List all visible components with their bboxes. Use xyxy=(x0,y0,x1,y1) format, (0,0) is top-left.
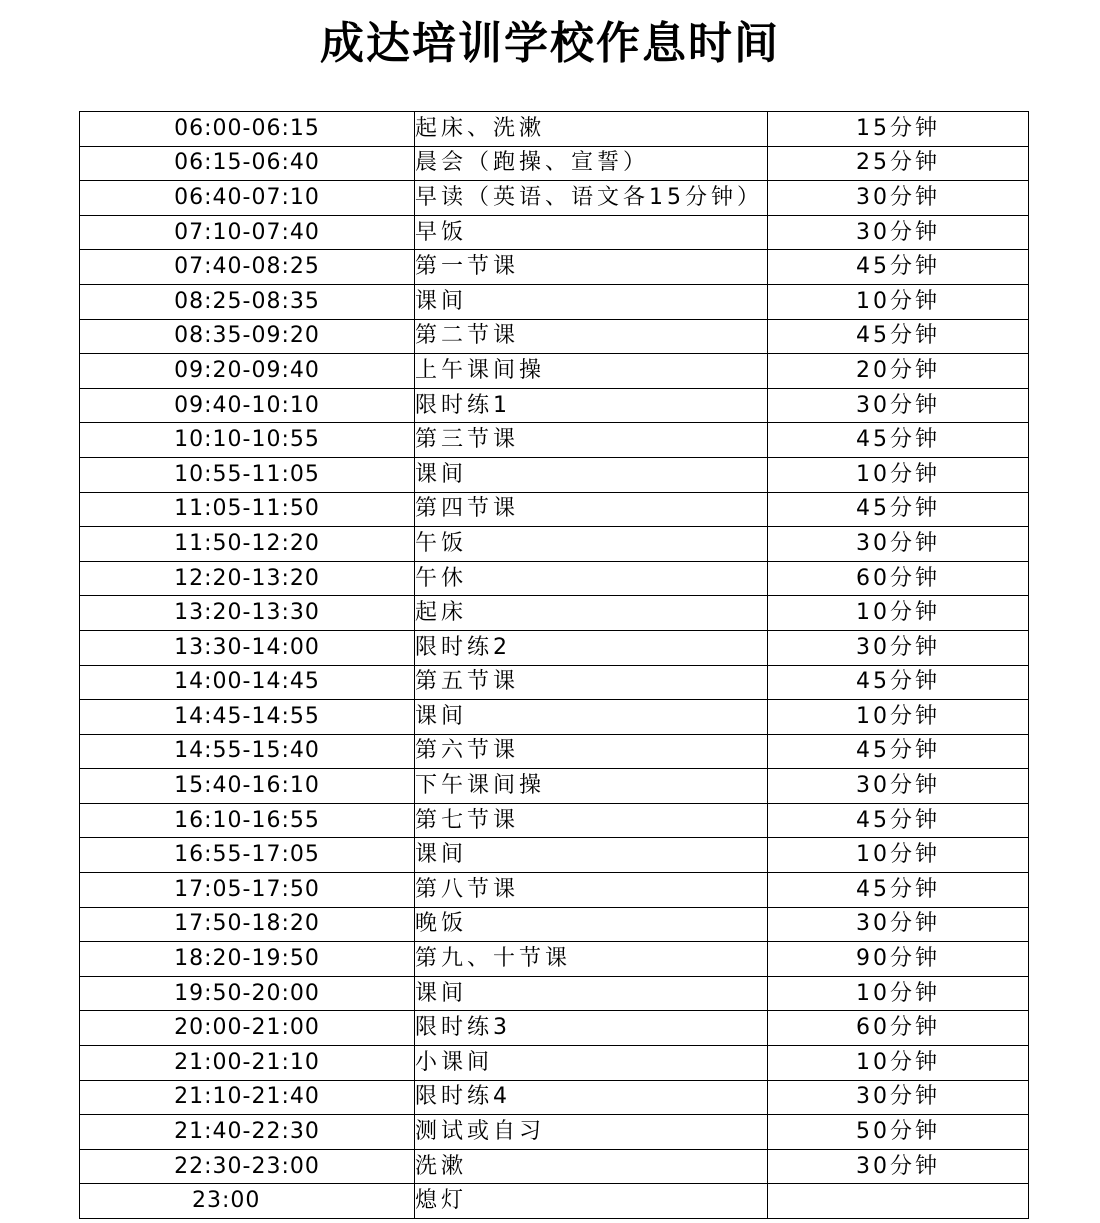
table-row xyxy=(80,181,1029,216)
time-cell: 19:50-20:00 xyxy=(80,976,415,1011)
table-row xyxy=(80,942,1029,977)
duration-cell: 30分钟 xyxy=(768,215,1029,250)
table-row xyxy=(80,1115,1029,1150)
activity-cell: 早读（英语、语文各15分钟） xyxy=(415,181,768,216)
time-cell: 14:00-14:45 xyxy=(80,665,415,700)
time-cell: 06:40-07:10 xyxy=(80,181,415,216)
activity-cell: 下午课间操 xyxy=(415,769,768,804)
table-row xyxy=(80,284,1029,319)
table-row xyxy=(80,803,1029,838)
activity-cell: 晨会（跑操、宣誓） xyxy=(415,146,768,181)
duration-cell: 60分钟 xyxy=(768,561,1029,596)
duration-cell: 10分钟 xyxy=(768,976,1029,1011)
duration-cell: 15分钟 xyxy=(768,112,1029,147)
table-row xyxy=(80,769,1029,804)
time-cell: 14:55-15:40 xyxy=(80,734,415,769)
activity-cell: 早饭 xyxy=(415,215,768,250)
table-row xyxy=(80,423,1029,458)
activity-cell: 第一节课 xyxy=(415,250,768,285)
duration-cell: 45分钟 xyxy=(768,734,1029,769)
duration-cell: 10分钟 xyxy=(768,1046,1029,1081)
duration-cell: 30分钟 xyxy=(768,769,1029,804)
time-cell: 16:55-17:05 xyxy=(80,838,415,873)
table-row xyxy=(80,700,1029,735)
duration-cell: 10分钟 xyxy=(768,457,1029,492)
activity-cell: 起床 xyxy=(415,596,768,631)
table-row xyxy=(80,388,1029,423)
duration-cell: 20分钟 xyxy=(768,354,1029,389)
time-cell: 07:40-08:25 xyxy=(80,250,415,285)
table-row xyxy=(80,873,1029,908)
time-cell: 21:10-21:40 xyxy=(80,1080,415,1115)
time-cell: 06:15-06:40 xyxy=(80,146,415,181)
duration-cell: 30分钟 xyxy=(768,1080,1029,1115)
table-row xyxy=(80,561,1029,596)
time-cell: 13:20-13:30 xyxy=(80,596,415,631)
activity-cell: 第九、十节课 xyxy=(415,942,768,977)
duration-cell xyxy=(768,1184,1029,1219)
table-row xyxy=(80,596,1029,631)
duration-cell: 45分钟 xyxy=(768,492,1029,527)
table-row xyxy=(80,457,1029,492)
activity-cell: 限时练2 xyxy=(415,630,768,665)
time-cell: 13:30-14:00 xyxy=(80,630,415,665)
duration-cell: 30分钟 xyxy=(768,388,1029,423)
activity-cell: 第八节课 xyxy=(415,873,768,908)
duration-cell: 45分钟 xyxy=(768,423,1029,458)
duration-cell: 30分钟 xyxy=(768,181,1029,216)
duration-cell: 10分钟 xyxy=(768,596,1029,631)
table-row xyxy=(80,665,1029,700)
activity-cell: 熄灯 xyxy=(415,1184,768,1219)
activity-cell: 课间 xyxy=(415,976,768,1011)
duration-cell: 30分钟 xyxy=(768,907,1029,942)
time-cell: 16:10-16:55 xyxy=(80,803,415,838)
duration-cell: 10分钟 xyxy=(768,700,1029,735)
activity-cell: 限时练3 xyxy=(415,1011,768,1046)
time-cell: 21:00-21:10 xyxy=(80,1046,415,1081)
table-row xyxy=(80,734,1029,769)
activity-cell: 午饭 xyxy=(415,527,768,562)
time-cell: 08:35-09:20 xyxy=(80,319,415,354)
time-cell: 14:45-14:55 xyxy=(80,700,415,735)
table-row xyxy=(80,907,1029,942)
activity-cell: 上午课间操 xyxy=(415,354,768,389)
table-row xyxy=(80,492,1029,527)
page-title: 成达培训学校作息时间 xyxy=(320,18,780,69)
schedule-body xyxy=(80,112,1029,1219)
activity-cell: 第七节课 xyxy=(415,803,768,838)
duration-cell: 90分钟 xyxy=(768,942,1029,977)
time-cell: 23:00 xyxy=(80,1184,415,1219)
time-cell: 07:10-07:40 xyxy=(80,215,415,250)
table-row xyxy=(80,838,1029,873)
time-cell: 10:10-10:55 xyxy=(80,423,415,458)
activity-cell: 小课间 xyxy=(415,1046,768,1081)
table-row xyxy=(80,1011,1029,1046)
activity-cell: 限时练4 xyxy=(415,1080,768,1115)
time-cell: 06:00-06:15 xyxy=(80,112,415,147)
duration-cell: 45分钟 xyxy=(768,250,1029,285)
time-cell: 22:30-23:00 xyxy=(80,1149,415,1184)
table-row xyxy=(80,1046,1029,1081)
activity-cell: 课间 xyxy=(415,457,768,492)
table-row xyxy=(80,527,1029,562)
time-cell: 11:50-12:20 xyxy=(80,527,415,562)
time-cell: 21:40-22:30 xyxy=(80,1115,415,1150)
table-row xyxy=(80,1080,1029,1115)
time-cell: 10:55-11:05 xyxy=(80,457,415,492)
activity-cell: 午休 xyxy=(415,561,768,596)
activity-cell: 限时练1 xyxy=(415,388,768,423)
duration-cell: 45分钟 xyxy=(768,319,1029,354)
time-cell: 17:50-18:20 xyxy=(80,907,415,942)
duration-cell: 60分钟 xyxy=(768,1011,1029,1046)
time-cell: 12:20-13:20 xyxy=(80,561,415,596)
activity-cell: 第五节课 xyxy=(415,665,768,700)
table-row xyxy=(80,319,1029,354)
time-cell: 15:40-16:10 xyxy=(80,769,415,804)
duration-cell: 45分钟 xyxy=(768,803,1029,838)
activity-cell: 课间 xyxy=(415,838,768,873)
table-row xyxy=(80,354,1029,389)
duration-cell: 30分钟 xyxy=(768,630,1029,665)
duration-cell: 30分钟 xyxy=(768,1149,1029,1184)
duration-cell: 25分钟 xyxy=(768,146,1029,181)
time-cell: 08:25-08:35 xyxy=(80,284,415,319)
activity-cell: 课间 xyxy=(415,700,768,735)
activity-cell: 晚饭 xyxy=(415,907,768,942)
table-row xyxy=(80,1184,1029,1219)
activity-cell: 第二节课 xyxy=(415,319,768,354)
duration-cell: 10分钟 xyxy=(768,838,1029,873)
duration-cell: 45分钟 xyxy=(768,873,1029,908)
activity-cell: 第六节课 xyxy=(415,734,768,769)
table-row xyxy=(80,146,1029,181)
activity-cell: 洗漱 xyxy=(415,1149,768,1184)
duration-cell: 45分钟 xyxy=(768,665,1029,700)
table-row xyxy=(80,215,1029,250)
activity-cell: 课间 xyxy=(415,284,768,319)
time-cell: 09:20-09:40 xyxy=(80,354,415,389)
time-cell: 20:00-21:00 xyxy=(80,1011,415,1046)
table-row xyxy=(80,250,1029,285)
activity-cell: 第三节课 xyxy=(415,423,768,458)
table-row xyxy=(80,976,1029,1011)
time-cell: 17:05-17:50 xyxy=(80,873,415,908)
time-cell: 11:05-11:50 xyxy=(80,492,415,527)
activity-cell: 第四节课 xyxy=(415,492,768,527)
schedule-table xyxy=(79,111,1029,1219)
table-row xyxy=(80,630,1029,665)
time-cell: 18:20-19:50 xyxy=(80,942,415,977)
duration-cell: 10分钟 xyxy=(768,284,1029,319)
duration-cell: 30分钟 xyxy=(768,527,1029,562)
activity-cell: 测试或自习 xyxy=(415,1115,768,1150)
duration-cell: 50分钟 xyxy=(768,1115,1029,1150)
table-row xyxy=(80,112,1029,147)
table-row xyxy=(80,1149,1029,1184)
time-cell: 09:40-10:10 xyxy=(80,388,415,423)
activity-cell: 起床、洗漱 xyxy=(415,112,768,147)
